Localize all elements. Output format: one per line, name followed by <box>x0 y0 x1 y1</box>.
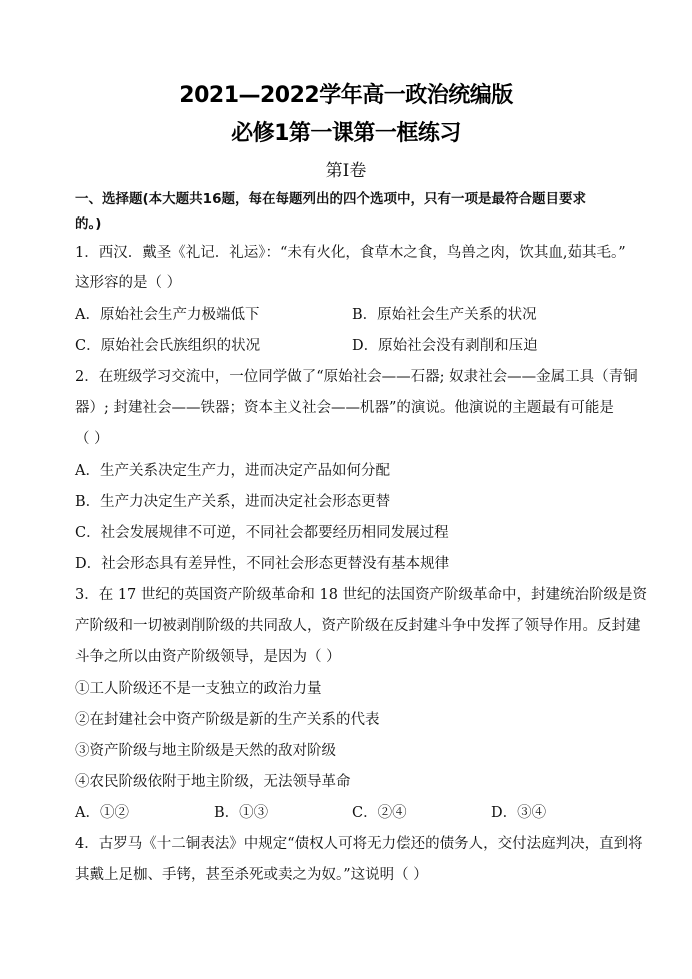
q2-stem-line2: 器）; 封建社会——铁器；资本主义社会——机器”的演说。他演说的主题最有可能是 <box>75 400 614 416</box>
q4-stem-line1: 4．古罗马《十二铜表法》中规定“债权人可将无力偿还的债务人，交付法庭判决，直到将 <box>75 836 643 852</box>
q3-option-a: A．①② <box>75 805 129 821</box>
q2-option-c: C．社会发展规律不可逆，不同社会都要经历相同发展过程 <box>75 525 449 541</box>
q3-stem-line3: 斗争之所以由资产阶级领导，是因为（ ） <box>75 649 341 665</box>
section-heading-line1: 一、选择题(本大题共16题，每在每题列出的四个选项中，只有一项是最符合题目要求 <box>75 191 586 207</box>
q1-stem-line1: 1．西汉．戴圣《礼记．礼运》：“未有火化，食草木之食，鸟兽之肉，饮其血,茹其毛。” <box>75 245 626 261</box>
q3-statement-3: ③资产阶级与地主阶级是天然的敌对阶级 <box>75 743 336 759</box>
q4-stem-line2: 其戴上足枷、手铐，甚至杀死或卖之为奴。”这说明（ ） <box>75 867 428 883</box>
document-title-line2: 必修1第一课第一框练习 <box>231 121 461 146</box>
section-heading-line2: 的。) <box>75 216 102 232</box>
q3-option-d: D．③④ <box>491 805 547 821</box>
q2-stem-line3: （ ） <box>75 431 109 447</box>
document-title-line1: 2021—2022学年高一政治统编版 <box>179 83 513 108</box>
q1-option-d: D．原始社会没有剥削和压迫 <box>352 338 538 354</box>
q3-stem-line1: 3．在 17 世纪的英国资产阶级革命和 18 世纪的法国资产阶级革命中，封建统治阶级是资 <box>75 587 648 603</box>
q1-option-a: A．原始社会生产力极端低下 <box>75 307 260 323</box>
q2-option-d: D．社会形态具有差异性，不同社会形态更替没有基本规律 <box>75 556 450 572</box>
q2-option-a: A．生产关系决定生产力，进而决定产品如何分配 <box>75 463 390 479</box>
q1-option-b: B．原始社会生产关系的状况 <box>352 307 537 323</box>
volume-label: 第I卷 <box>325 161 367 181</box>
q1-stem-line2: 这形容的是（ ） <box>75 275 182 291</box>
q1-option-c: C．原始社会氏族组织的状况 <box>75 338 261 354</box>
q3-statement-1: ①工人阶级还不是一支独立的政治力量 <box>75 681 322 697</box>
q3-stem-line2: 产阶级和一切被剥削阶级的共同敌人，资产阶级在反封建斗争中发挥了领导作用。反封建 <box>75 618 641 634</box>
q2-option-b: B．生产力决定生产关系，进而决定社会形态更替 <box>75 494 391 510</box>
q2-stem-line1: 2．在班级学习交流中，一位同学做了“原始社会——石器; 奴隶社会——金属工具（青铜 <box>75 369 638 385</box>
q3-statement-2: ②在封建社会中资产阶级是新的生产关系的代表 <box>75 712 380 728</box>
q3-statement-4: ④农民阶级依附于地主阶级，无法领导革命 <box>75 774 351 790</box>
q3-option-b: B．①③ <box>214 805 269 821</box>
q3-option-c: C．②④ <box>352 805 407 821</box>
